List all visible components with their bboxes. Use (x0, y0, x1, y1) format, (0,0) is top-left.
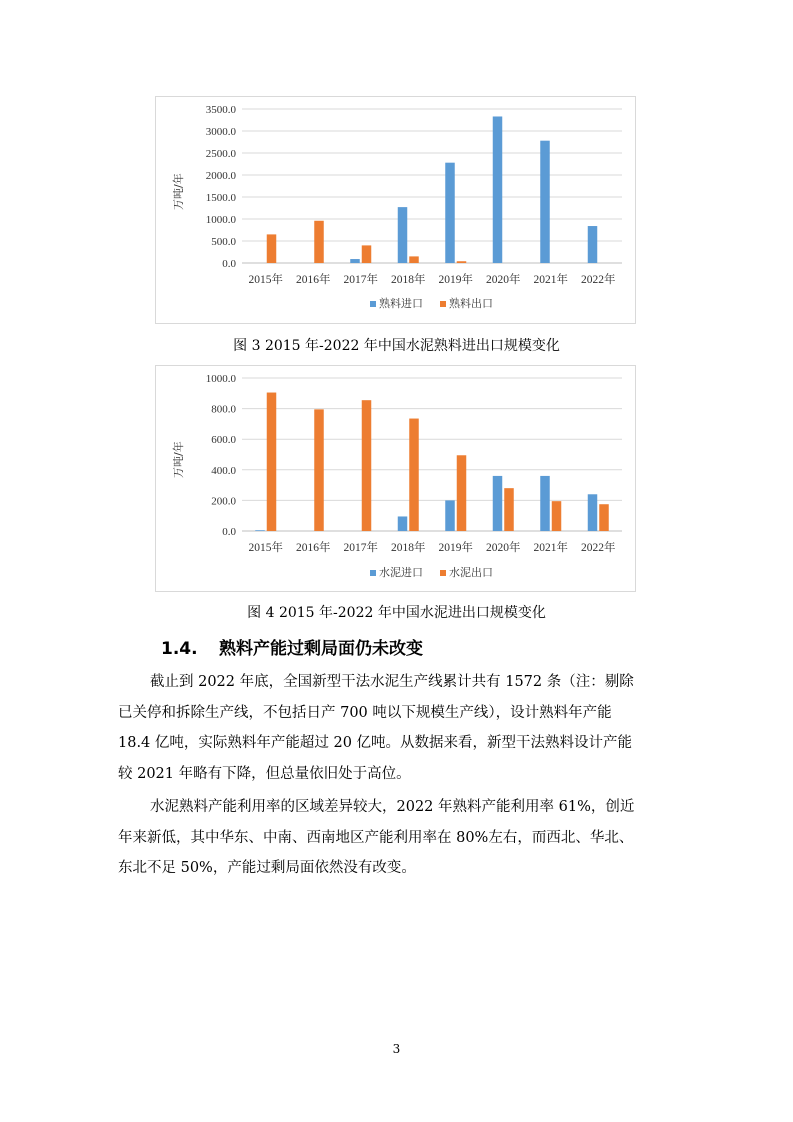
legend-label: 水泥出口 (449, 566, 493, 579)
x-tick-label: 2022年 (581, 274, 616, 286)
x-tick-label: 2016年 (296, 274, 331, 286)
figure3-caption: 图 3 2015 年-2022 年中国水泥熟料进出口规模变化 (233, 338, 560, 354)
y-tick-label: 0.0 (222, 526, 236, 538)
y-tick-label: 1000.0 (205, 373, 236, 385)
x-tick-label: 2016年 (296, 542, 331, 554)
clinker-import-export-chart (155, 96, 636, 324)
cement-import-export-chart (155, 365, 636, 592)
p1-line-2: 已关停和拆除生产线，不包括日产 700 吨以下规模生产线），设计熟料年产能 (118, 704, 612, 721)
bar-export (362, 245, 372, 263)
paragraph-2 (118, 792, 684, 884)
chart1-ylabel: 万吨/年 (172, 173, 185, 210)
paragraph-1 (118, 667, 684, 789)
section-title: 熟料产能过剩局面仍未改变 (219, 639, 423, 659)
p1-line-1: 截止到 2022 年底，全国新型干法水泥生产线累计共有 1572 条（注：剔除 (150, 674, 634, 690)
bar-import (350, 259, 360, 263)
chart-legend (370, 296, 493, 310)
section-number: 1.4. (161, 639, 198, 659)
figure4-caption: 图 4 2015 年-2022 年中国水泥进出口规模变化 (247, 605, 546, 621)
bar-export (457, 261, 467, 263)
bar-import (445, 500, 455, 531)
legend-swatch (440, 570, 446, 576)
bar-import (445, 163, 455, 263)
y-tick-label: 2500.0 (205, 148, 236, 160)
y-tick-label: 800.0 (211, 403, 236, 416)
bar-import (540, 141, 550, 263)
chart2-svg (156, 366, 637, 593)
bar-export (504, 488, 514, 531)
chart1-svg (156, 97, 637, 325)
y-tick-label: 1000.0 (205, 214, 236, 226)
legend-swatch (370, 570, 376, 576)
bar-export (267, 234, 277, 263)
y-tick-label: 2000.0 (205, 170, 236, 182)
p2-line-3: 东北不足 50%，产能过剩局面依然没有改变。 (118, 860, 416, 876)
bar-import (588, 226, 598, 263)
bar-export (314, 409, 324, 531)
chart-legend (370, 565, 493, 579)
page-number: 3 (392, 1042, 401, 1056)
chart2-ylabel: 万吨/年 (172, 441, 185, 478)
bar-export (409, 256, 419, 263)
y-tick-label: 600.0 (211, 434, 236, 447)
p2-line-1: 水泥熟料产能利用率的区域差异较大，2022 年熟料产能利用率 61%，创近 (150, 799, 635, 815)
x-tick-label: 2022年 (581, 542, 616, 554)
y-tick-label: 500.0 (211, 236, 236, 248)
bar-import (398, 207, 408, 263)
legend-label: 熟料进口 (379, 297, 423, 310)
bar-export (267, 393, 277, 531)
x-tick-label: 2017年 (343, 542, 378, 554)
y-tick-label: 3000.0 (205, 126, 236, 138)
y-tick-label: 200.0 (211, 495, 236, 508)
y-tick-label: 400.0 (211, 464, 236, 477)
bar-import (540, 476, 550, 531)
x-tick-label: 2019年 (438, 274, 473, 286)
legend-swatch (440, 301, 446, 307)
x-tick-label: 2021年 (533, 542, 568, 554)
x-tick-label: 2019年 (438, 542, 473, 554)
x-tick-label: 2017年 (343, 274, 378, 286)
p2-line-2: 年来新低，其中华东、中南、西南地区产能利用率在 80%左右，而西北、华北、 (118, 829, 634, 846)
bar-import (398, 516, 408, 531)
bar-export (409, 419, 419, 531)
bar-import (493, 116, 503, 263)
p1-line-4: 较 2021 年略有下降，但总量依旧处于高位。 (118, 765, 411, 782)
x-tick-label: 2018年 (391, 542, 426, 554)
bar-import (255, 530, 265, 531)
legend-swatch (370, 301, 376, 307)
x-tick-label: 2015年 (248, 542, 283, 554)
legend-label: 水泥进口 (379, 566, 423, 579)
p1-line-3: 18.4 亿吨，实际熟料年产能超过 20 亿吨。从数据来看，新型干法熟料设计产能 (118, 735, 633, 751)
bar-export (599, 504, 609, 531)
bar-export (362, 400, 372, 531)
y-tick-label: 3500.0 (205, 104, 236, 116)
x-tick-label: 2015年 (248, 274, 283, 286)
bar-import (588, 494, 598, 531)
x-tick-label: 2020年 (486, 274, 521, 286)
x-tick-label: 2021年 (533, 274, 568, 286)
x-tick-label: 2020年 (486, 542, 521, 554)
y-tick-label: 1500.0 (205, 192, 236, 204)
bar-export (552, 501, 562, 531)
bar-import (493, 476, 503, 531)
x-tick-label: 2018年 (391, 274, 426, 286)
bar-export (314, 221, 324, 263)
legend-label: 熟料出口 (449, 297, 493, 310)
bar-export (457, 455, 467, 531)
section-heading (161, 634, 423, 659)
y-tick-label: 0.0 (222, 258, 236, 270)
